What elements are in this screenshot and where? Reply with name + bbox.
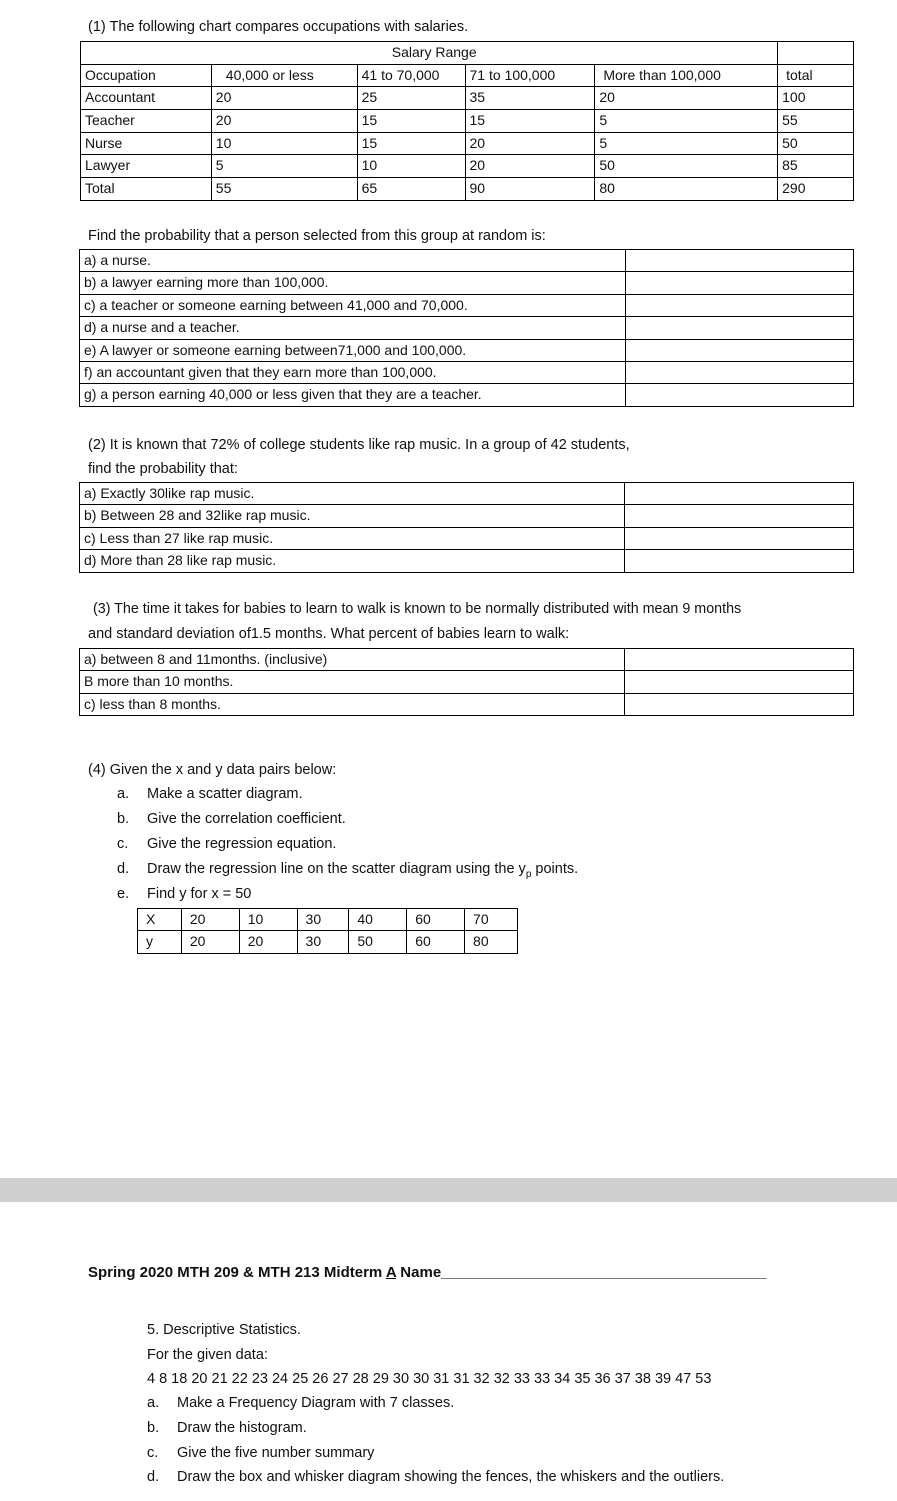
q3-intro-line2: and standard deviation of1.5 months. What percent of babies learn to walk: bbox=[88, 626, 570, 642]
q3-question-row bbox=[80, 671, 854, 693]
answer-cell[interactable] bbox=[625, 671, 854, 693]
question-text: a) a nurse. bbox=[80, 250, 626, 272]
x-row bbox=[138, 909, 518, 931]
q4-intro: (4) Given the x and y data pairs below: bbox=[88, 762, 337, 778]
q1-question-row bbox=[80, 384, 854, 406]
y-value: 20 bbox=[239, 931, 297, 953]
table-cell: 50 bbox=[778, 132, 854, 155]
table-row bbox=[81, 87, 854, 110]
question-text: B more than 10 months. bbox=[80, 671, 625, 693]
table-cell: 90 bbox=[465, 178, 595, 201]
question-text: f) an accountant given that they earn more than 100,000. bbox=[80, 361, 626, 383]
table-cell: 5 bbox=[211, 155, 357, 178]
col-header: Occupation bbox=[81, 64, 212, 87]
name-blank[interactable]: _______________________________________ bbox=[441, 1264, 767, 1281]
table-row bbox=[81, 132, 854, 155]
y-value: 20 bbox=[181, 931, 239, 953]
answer-cell[interactable] bbox=[625, 339, 853, 361]
y-row bbox=[138, 931, 518, 953]
col-header: More than 100,000 bbox=[595, 64, 778, 87]
list-text: Give the correlation coefficient. bbox=[147, 811, 346, 827]
q1-question-row bbox=[80, 361, 854, 383]
table-cell: Teacher bbox=[81, 110, 212, 133]
table-cell: 20 bbox=[211, 87, 357, 110]
q2-intro-line1: (2) It is known that 72% of college students like rap music. In a group of 42 students, bbox=[88, 437, 630, 453]
table-cell: 80 bbox=[595, 178, 778, 201]
table-row bbox=[81, 155, 854, 178]
q2-question-row bbox=[80, 505, 854, 527]
q1-question-row bbox=[80, 294, 854, 316]
table-cell: 35 bbox=[465, 87, 595, 110]
y-value: 80 bbox=[465, 931, 518, 953]
table-cell: 290 bbox=[778, 178, 854, 201]
y-value: 30 bbox=[297, 931, 349, 953]
table-cell: 20 bbox=[211, 110, 357, 133]
table-cell: 50 bbox=[595, 155, 778, 178]
question-text: d) a nurse and a teacher. bbox=[80, 317, 626, 339]
q3-question-row bbox=[80, 649, 854, 671]
q2-question-row bbox=[80, 527, 854, 549]
x-value: 60 bbox=[407, 909, 465, 931]
list-marker: c. bbox=[117, 836, 129, 852]
table-cell: 15 bbox=[465, 110, 595, 133]
table-cell: 20 bbox=[465, 155, 595, 178]
q1-intro: (1) The following chart compares occupations with salaries. bbox=[88, 19, 469, 35]
list-text: Draw the box and whisker diagram showing the fences, the whiskers and the outliers. bbox=[177, 1469, 725, 1485]
answer-cell[interactable] bbox=[625, 527, 854, 549]
list-marker: d. bbox=[147, 1469, 160, 1485]
table-cell: 15 bbox=[357, 132, 465, 155]
question-text: g) a person earning 40,000 or less given that they are a teacher. bbox=[80, 384, 626, 406]
q1-question-row bbox=[80, 250, 854, 272]
q1-question-row bbox=[80, 339, 854, 361]
question-text: c) a teacher or someone earning between 41,000 and 70,000. bbox=[80, 294, 626, 316]
table-cell: 20 bbox=[465, 132, 595, 155]
y-value: 60 bbox=[407, 931, 465, 953]
q2-question-row bbox=[80, 550, 854, 572]
list-marker: c. bbox=[147, 1445, 159, 1461]
answer-cell[interactable] bbox=[625, 483, 854, 505]
col-header: total bbox=[778, 64, 854, 87]
table-row bbox=[81, 178, 854, 201]
exam-header: Spring 2020 MTH 209 & MTH 213 Midterm A Name_______________________________________ bbox=[88, 1264, 767, 1281]
list-text: Draw the histogram. bbox=[177, 1420, 307, 1436]
answer-cell[interactable] bbox=[625, 693, 854, 715]
q3-intro-line1: (3) The time it takes for babies to learn to walk is known to be normally distributed with mean 9 months bbox=[93, 601, 742, 617]
exam-version: A bbox=[385, 1264, 397, 1281]
xy-data-table bbox=[137, 908, 518, 954]
question-text: c) less than 8 months. bbox=[80, 693, 625, 715]
list-marker: a. bbox=[147, 1395, 160, 1411]
question-text: d) More than 28 like rap music. bbox=[80, 550, 625, 572]
table-cell: 5 bbox=[595, 132, 778, 155]
col-header: 40,000 or less bbox=[211, 64, 357, 87]
q5-prompt: For the given data: bbox=[147, 1347, 268, 1363]
table-header-row bbox=[81, 64, 854, 87]
q2-answer-table bbox=[79, 482, 854, 573]
x-value: 20 bbox=[181, 909, 239, 931]
q1-question-row bbox=[80, 317, 854, 339]
x-label: X bbox=[138, 909, 182, 931]
table-cell: Nurse bbox=[81, 132, 212, 155]
table-cell: 100 bbox=[778, 87, 854, 110]
subscript-p: p bbox=[525, 868, 532, 880]
answer-cell[interactable] bbox=[625, 361, 853, 383]
table-cell: Accountant bbox=[81, 87, 212, 110]
list-text: Draw the regression line on the scatter diagram using the $y_p$ points. bbox=[147, 861, 579, 880]
q1-answer-table bbox=[79, 249, 854, 407]
question-text: c) Less than 27 like rap music. bbox=[80, 527, 625, 549]
q3-question-row bbox=[80, 693, 854, 715]
col-header: 71 to 100,000 bbox=[465, 64, 595, 87]
table-cell: 10 bbox=[211, 132, 357, 155]
q5-data: 4 8 18 20 21 22 23 24 25 26 27 28 29 30 30 31 31 32 32 33 33 34 35 36 37 38 39 47 53 bbox=[147, 1371, 712, 1387]
y-label: y bbox=[138, 931, 182, 953]
x-value: 70 bbox=[465, 909, 518, 931]
answer-cell[interactable] bbox=[625, 505, 854, 527]
x-value: 10 bbox=[239, 909, 297, 931]
list-marker: b. bbox=[117, 811, 130, 827]
salary-range-row bbox=[81, 42, 854, 65]
col-header: 41 to 70,000 bbox=[357, 64, 465, 87]
page-separator bbox=[0, 1178, 897, 1202]
list-text: Give the five number summary bbox=[177, 1445, 375, 1461]
table-cell: 65 bbox=[357, 178, 465, 201]
x-value: 40 bbox=[349, 909, 407, 931]
q2-question-row bbox=[80, 483, 854, 505]
answer-cell[interactable] bbox=[625, 550, 854, 572]
question-text: e) A lawyer or someone earning between71,000 and 100,000. bbox=[80, 339, 626, 361]
list-text: Find y for x = 50 bbox=[147, 886, 252, 902]
table-cell: 85 bbox=[778, 155, 854, 178]
question-text: b) a lawyer earning more than 100,000. bbox=[80, 272, 626, 294]
table-cell: 25 bbox=[357, 87, 465, 110]
question-text: a) Exactly 30like rap music. bbox=[80, 483, 625, 505]
list-marker: e. bbox=[117, 886, 130, 902]
answer-cell[interactable] bbox=[625, 317, 853, 339]
list-text: Give the regression equation. bbox=[147, 836, 337, 852]
table-cell: 55 bbox=[778, 110, 854, 133]
table-cell: 10 bbox=[357, 155, 465, 178]
answer-cell[interactable] bbox=[625, 272, 853, 294]
answer-cell[interactable] bbox=[625, 649, 854, 671]
table-cell: 15 bbox=[357, 110, 465, 133]
answer-cell[interactable] bbox=[625, 384, 853, 406]
q2-intro-line2: find the probability that: bbox=[88, 461, 238, 477]
table-cell: 55 bbox=[211, 178, 357, 201]
list-marker: a. bbox=[117, 786, 130, 802]
list-text: Make a Frequency Diagram with 7 classes. bbox=[177, 1395, 455, 1411]
answer-cell[interactable] bbox=[625, 250, 853, 272]
answer-cell[interactable] bbox=[625, 294, 853, 316]
table-cell: Total bbox=[81, 178, 212, 201]
table-cell: Lawyer bbox=[81, 155, 212, 178]
table-cell: 20 bbox=[595, 87, 778, 110]
q3-answer-table bbox=[79, 648, 854, 716]
table-cell: 5 bbox=[595, 110, 778, 133]
list-text: Make a scatter diagram. bbox=[147, 786, 303, 802]
y-value: 50 bbox=[349, 931, 407, 953]
question-text: a) between 8 and 11months. (inclusive) bbox=[80, 649, 625, 671]
question-text: b) Between 28 and 32like rap music. bbox=[80, 505, 625, 527]
salary-table bbox=[80, 41, 854, 201]
list-marker: d. bbox=[117, 861, 130, 877]
q1-question-row bbox=[80, 272, 854, 294]
q5-title: 5. Descriptive Statistics. bbox=[147, 1322, 301, 1338]
table-row bbox=[81, 110, 854, 133]
salary-range-label: Salary Range bbox=[211, 42, 777, 65]
q1-prompt: Find the probability that a person selected from this group at random is: bbox=[88, 228, 546, 244]
list-marker: b. bbox=[147, 1420, 160, 1436]
x-value: 30 bbox=[297, 909, 349, 931]
